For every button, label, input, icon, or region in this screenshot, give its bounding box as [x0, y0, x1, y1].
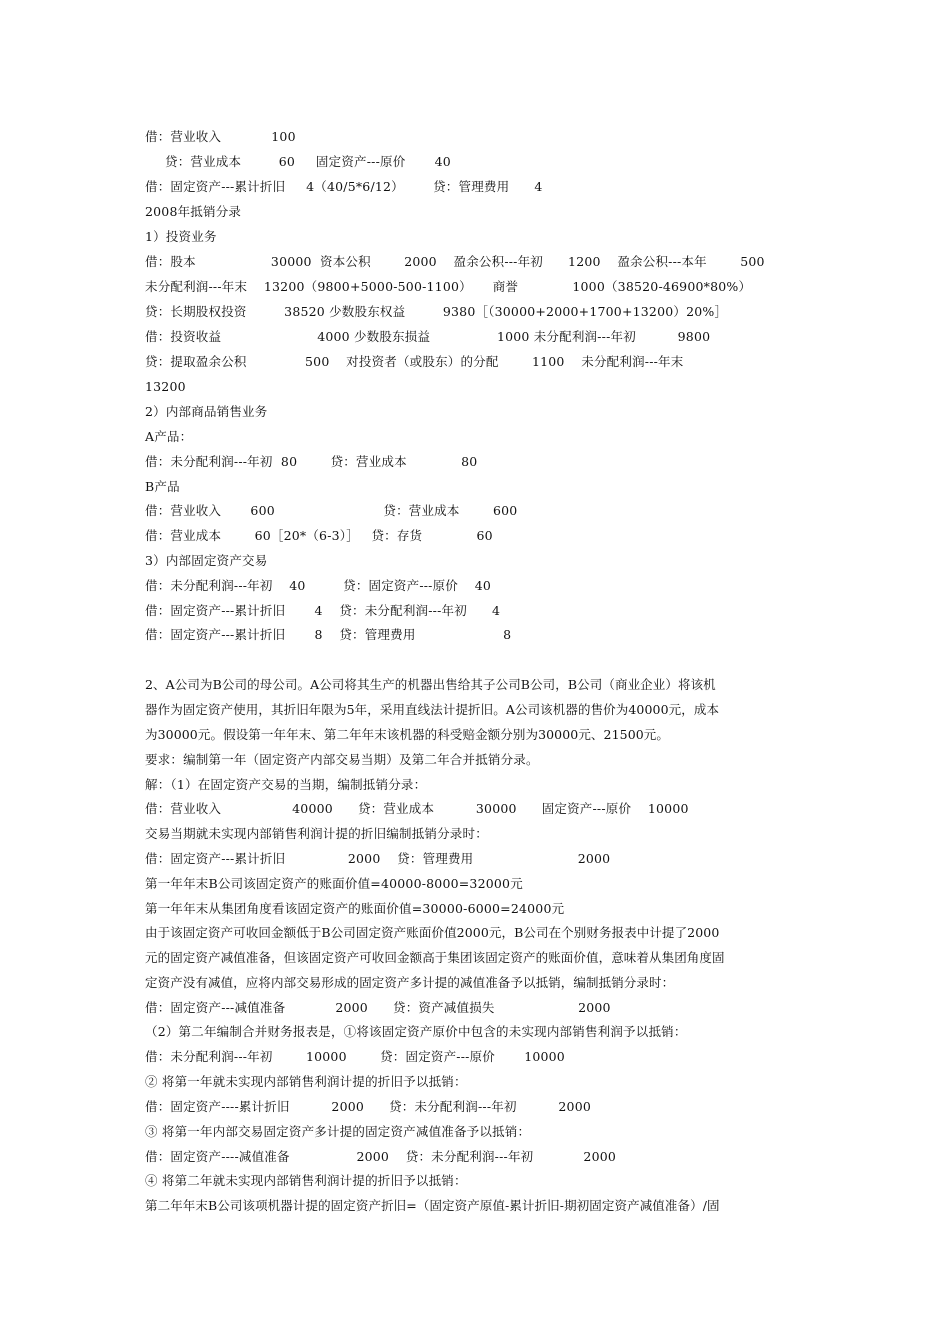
paragraph-line: 第二年年末B公司该项机器计提的固定资产折旧=（固定资产原值-累计折旧-期初固定资产减值准备）/固 — [145, 1198, 720, 1213]
paragraph-line: 第一年年末从集团角度看该固定资产的账面价值=30000-6000=24000元 — [145, 901, 565, 916]
text-line: 借：固定资产---累计折旧 4 贷：未分配利润---年初 4 — [145, 603, 501, 618]
text-line: 借：固定资产----累计折旧 2000 贷：未分配利润---年初 2000 — [145, 1099, 591, 1114]
paragraph-line: 由于该固定资产可收回金额低于B公司固定资产账面价值2000元，B公司在个别财务报表中计提了2000 — [145, 925, 720, 940]
text-line: 借：股本 30000 资本公积 2000 盈余公积---年初 1200 盈余公积---本年 500 — [145, 254, 765, 269]
section-heading: 1）投资业务 — [145, 229, 217, 244]
paragraph-line: 定资产没有减值，应将内部交易形成的固定资产多计提的减值准备予以抵销，编制抵销分录时： — [145, 975, 675, 990]
text-line: B产品 — [145, 479, 180, 494]
text-line: 借：未分配利润---年初 10000 贷：固定资产---原价 10000 — [145, 1049, 565, 1064]
text-line: 借：未分配利润---年初 80 贷：营业成本 80 — [145, 454, 478, 469]
text-line: 未分配利润---年末 13200（9800+5000-500-1100） 商誉 1000（38520-46900*80%） — [145, 279, 752, 294]
text-line: 借：投资收益 4000 少数股东损益 1000 未分配利润---年初 9800 — [145, 329, 711, 344]
paragraph-line: （2）第二年编制合并财务报表是，①将该固定资产原价中包含的未实现内部销售利润予以抵销： — [145, 1024, 687, 1039]
text-line: 13200 — [145, 379, 186, 394]
text-line: A产品： — [145, 429, 193, 444]
paragraph-line: ③ 将第一年内部交易固定资产多计提的固定资产减值准备予以抵销： — [145, 1124, 531, 1139]
text-line: 借：固定资产---累计折旧 4（40/5*6/12） 贷：管理费用 4 — [145, 179, 543, 194]
section-heading: 2）内部商品销售业务 — [145, 404, 268, 419]
text-line: 贷：长期股权投资 38520 少数股东权益 9380［（30000+2000+1700+13200）20%］ — [145, 304, 728, 319]
paragraph-line: 元的固定资产减值准备，但该固定资产可收回金额高于集团该固定资产的账面价值，意味着从集团角度固 — [145, 950, 725, 965]
paragraph-line: 要求：编制第一年（固定资产内部交易当期）及第二年合并抵销分录。 — [145, 752, 539, 767]
paragraph-line: 2、A公司为B公司的母公司。A公司将其生产的机器出售给其子公司B公司，B公司（商业企业）将该机 — [145, 677, 716, 692]
paragraph-line: 交易当期就未实现内部销售利润计提的折旧编制抵销分录时： — [145, 826, 488, 841]
paragraph-line: 为30000元。假设第一年年末、第二年年末该机器的科受赔金额分别为30000元、21500元。 — [145, 727, 669, 742]
text-line: 贷：营业成本 60 固定资产---原价 40 — [165, 154, 451, 169]
text-line: 借：未分配利润---年初 40 贷：固定资产---原价 40 — [145, 578, 492, 593]
text-line: 借：固定资产---减值准备 2000 贷：资产减值损失 2000 — [145, 1000, 611, 1015]
text-line: 借：营业收入 100 — [145, 129, 296, 144]
text-line: 借：营业成本 60［20*（6-3）］ 贷：存货 60 — [145, 528, 493, 543]
paragraph-line: 第一年年末B公司该固定资产的账面价值=40000-8000=32000元 — [145, 876, 523, 891]
paragraph-line: 解：（1）在固定资产交易的当期，编制抵销分录： — [145, 777, 427, 792]
text-line: 借：营业收入 40000 贷：营业成本 30000 固定资产---原价 10000 — [145, 801, 689, 816]
text-line: 借：营业收入 600 贷：营业成本 600 — [145, 503, 518, 518]
paragraph-line: 器作为固定资产使用，其折旧年限为5年，采用直线法计提折旧。A公司该机器的售价为40000元，成本 — [145, 702, 720, 717]
section-heading: 2008年抵销分录 — [145, 204, 242, 219]
text-line: 借：固定资产---累计折旧 8 贷：管理费用 8 — [145, 627, 512, 642]
text-line: 借：固定资产----减值准备 2000 贷：未分配利润---年初 2000 — [145, 1149, 617, 1164]
text-line: 贷：提取盈余公积 500 对投资者（或股东）的分配 1100 未分配利润---年末 — [145, 354, 684, 369]
section-heading: 3）内部固定资产交易 — [145, 553, 268, 568]
paragraph-line: ④ 将第二年就未实现内部销售利润计提的折旧予以抵销： — [145, 1173, 467, 1188]
text-line: 借：固定资产---累计折旧 2000 贷：管理费用 2000 — [145, 851, 611, 866]
paragraph-line: ② 将第一年就未实现内部销售利润计提的折旧予以抵销： — [145, 1074, 467, 1089]
